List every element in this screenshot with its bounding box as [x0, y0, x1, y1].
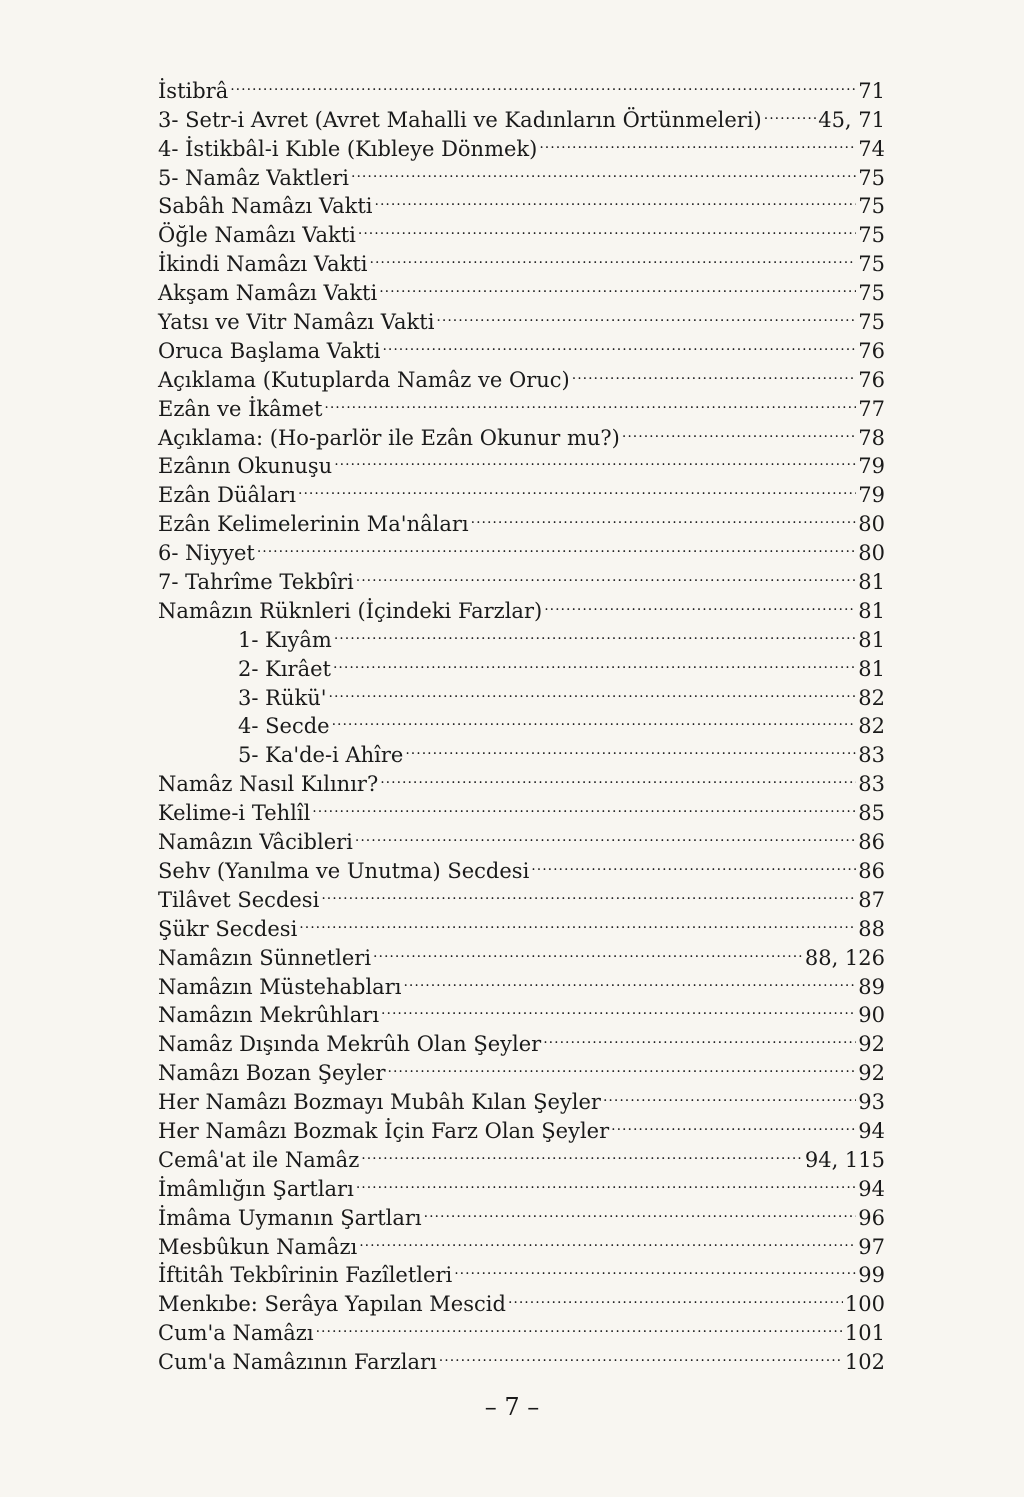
toc-entry-page: 80 [858, 512, 885, 537]
dot-leader [351, 156, 856, 185]
toc-entry[interactable] [158, 69, 885, 103]
dot-leader [356, 1167, 856, 1196]
dot-leader [531, 849, 856, 878]
toc-entry-title: 5- Namâz Vaktleri [158, 165, 350, 190]
toc-entry-title: İmâma Uymanın Şartları [158, 1205, 422, 1230]
toc-entry-page: 100 [844, 1292, 885, 1317]
toc-entry-title: Namâzın Vâcibleri [158, 830, 353, 855]
dot-leader [471, 502, 857, 531]
dot-leader [230, 69, 856, 98]
toc-entry-title: Namâzın Rüknleri (İçindeki Farzlar) [158, 598, 543, 623]
toc-entry-page: 76 [858, 367, 885, 392]
dot-leader [405, 733, 856, 762]
toc-entry-page: 82 [858, 685, 885, 710]
toc-entry-page: 76 [858, 338, 885, 363]
toc-entry-title: 4- İstikbâl-i Kıble (Kıbleye Dönmek) [158, 136, 538, 161]
toc-entry-title: İstibrâ [158, 78, 229, 103]
toc-entry-page: 92 [858, 1061, 885, 1086]
toc-entry-page: 79 [858, 454, 885, 479]
toc-entry-page: 71 [858, 78, 885, 103]
toc-entry-page: 99 [858, 1263, 885, 1288]
toc-entry-title: Ezân Düâları [158, 483, 296, 508]
toc-entry-title: Namâzı Bozan Şeyler [158, 1061, 386, 1086]
toc-entry-title: Ezânın Okunuşu [158, 454, 333, 479]
toc-entry-page: 94, 115 [804, 1147, 885, 1172]
dot-leader [764, 98, 816, 127]
toc-entry-title: Tilâvet Secdesi [158, 887, 320, 912]
toc-entry-title: İftitâh Tekbîrinin Fazîletleri [158, 1263, 453, 1288]
toc-entry-page: 86 [858, 858, 885, 883]
toc-entry-page: 81 [858, 656, 885, 681]
dot-leader [324, 387, 856, 416]
dot-leader [508, 1282, 843, 1311]
toc-entry-title: Öğle Namâzı Vakti [158, 223, 356, 248]
toc-entry-page: 75 [858, 194, 885, 219]
dot-leader [381, 994, 856, 1023]
toc-entry[interactable] [158, 560, 885, 595]
dot-leader [454, 1254, 856, 1283]
dot-leader [544, 589, 856, 618]
dot-leader [424, 1196, 857, 1225]
toc-entry-title: 1- Kıyâm [238, 627, 332, 652]
toc-entry-title: Açıklama: (Ho-parlör ile Ezân Okunur mu?) [158, 425, 620, 450]
toc-entry-page: 87 [858, 887, 885, 912]
dot-leader [332, 705, 857, 734]
dot-leader [356, 560, 856, 589]
dot-leader [436, 300, 856, 329]
toc-entry-title: Şükr Secdesi [158, 916, 298, 941]
toc-entry-page: 88 [858, 916, 885, 941]
toc-entry-page: 78 [858, 425, 885, 450]
toc-entry-page: 96 [858, 1205, 885, 1230]
dot-leader [359, 1225, 856, 1254]
dot-leader [379, 271, 856, 300]
toc-entry-page: 82 [858, 714, 885, 739]
toc-entry-page: 75 [858, 223, 885, 248]
toc-entry-title: Oruca Başlama Vakti [158, 338, 381, 363]
toc-entry-title: Sabâh Namâzı Vakti [158, 194, 373, 219]
dot-leader [334, 445, 856, 474]
toc-entry-title: Namâz Nasıl Kılınır? [158, 772, 379, 797]
page-number: – 7 – [484, 1393, 540, 1421]
dot-leader [543, 1022, 856, 1051]
toc-entry-page: 88, 126 [804, 945, 885, 970]
toc-entry-title: Namâzın Sünnetleri [158, 945, 372, 970]
dot-leader [358, 213, 856, 242]
toc-entry-page: 101 [844, 1321, 885, 1346]
toc-entry-title: Yatsı ve Vitr Namâzı Vakti [158, 310, 435, 335]
toc-entry-page: 75 [858, 281, 885, 306]
toc-entry-title: 7- Tahrîme Tekbîri [158, 570, 354, 595]
dot-leader [373, 936, 803, 965]
dot-leader [370, 242, 857, 271]
toc-entry-page: 97 [858, 1234, 885, 1259]
toc-entry-page: 89 [858, 974, 885, 999]
toc-entry-page: 74 [858, 136, 885, 161]
dot-leader [375, 185, 857, 214]
dot-leader [539, 127, 856, 156]
dot-leader [298, 473, 856, 502]
toc-entry-page: 81 [858, 627, 885, 652]
toc-entry-page: 86 [858, 830, 885, 855]
toc-entry-title: Cum'a Namâzının Farzları [158, 1350, 437, 1375]
toc-entry-title: 4- Secde [238, 714, 330, 739]
toc-entry-title: Cemâ'at ile Namâz [158, 1147, 360, 1172]
toc-entry-title: Açıklama (Kutuplarda Namâz ve Oruc) [158, 367, 570, 392]
dot-leader [329, 676, 857, 705]
toc-entry-title: Namâzın Mekrûhları [158, 1003, 380, 1028]
toc-entry-page: 75 [858, 252, 885, 277]
dot-leader [380, 762, 856, 791]
toc-entry-page: 81 [858, 570, 885, 595]
toc-entry-title: İmâmlığın Şartları [158, 1176, 354, 1201]
toc-entry-page: 102 [844, 1350, 885, 1375]
toc-entry-title: Akşam Namâzı Vakti [158, 281, 378, 306]
toc-entry-title: Her Namâzı Bozmak İçin Farz Olan Şeyler [158, 1118, 610, 1143]
toc-entry-page: 77 [858, 396, 885, 421]
toc-entry-title: Ezân Kelimelerinin Ma'nâları [158, 512, 469, 537]
toc-entry-title: Cum'a Namâzı [158, 1321, 314, 1346]
toc-entry-page: 81 [858, 598, 885, 623]
toc-entry-title: Kelime-i Tehlîl [158, 801, 311, 826]
dot-leader [572, 358, 857, 387]
dot-leader [312, 791, 856, 820]
toc-entry-title: Sehv (Yanılma ve Unutma) Secdesi [158, 858, 530, 883]
toc-entry-page: 90 [858, 1003, 885, 1028]
toc-entry-page: 94 [858, 1176, 885, 1201]
dot-leader [361, 1138, 803, 1167]
dot-leader [439, 1340, 843, 1369]
toc-entry-title: Her Namâzı Bozmayı Mubâh Kılan Şeyler [158, 1090, 601, 1115]
toc-entry-title: 2- Kırâet [238, 656, 331, 681]
toc-entry-page: 94 [858, 1118, 885, 1143]
dot-leader [334, 618, 856, 647]
toc-entry[interactable] [158, 531, 885, 566]
dot-leader [321, 878, 856, 907]
toc-entry-title: Mesbûkun Namâzı [158, 1234, 358, 1259]
dot-leader [403, 965, 856, 994]
toc-entry-page: 80 [858, 541, 885, 566]
toc-entry-page: 45, 71 [818, 107, 885, 132]
dot-leader [257, 531, 856, 560]
dot-leader [622, 416, 856, 445]
toc-entry-page: 92 [858, 1032, 885, 1057]
toc-entry-page: 75 [858, 310, 885, 335]
dot-leader [333, 647, 856, 676]
toc-entry-title: 6- Niyyet [158, 541, 255, 566]
toc-entry-page: 85 [858, 801, 885, 826]
toc-entry-title: İkindi Namâzı Vakti [158, 252, 368, 277]
toc-entry-page: 75 [858, 165, 885, 190]
toc-entry-title: Ezân ve İkâmet [158, 396, 323, 421]
toc-entry-title: Namâzın Müstehabları [158, 974, 402, 999]
dot-leader [603, 1080, 856, 1109]
toc-entry-title: Namâz Dışında Mekrûh Olan Şeyler [158, 1032, 542, 1057]
table-of-contents [158, 69, 885, 1375]
dot-leader [382, 329, 856, 358]
toc-entry-title: 3- Rükü' [238, 685, 327, 710]
dot-leader [299, 907, 856, 936]
toc-entry-title: 3- Setr-i Avret (Avret Mahalli ve Kadınların Örtünmeleri) [158, 107, 762, 132]
toc-entry-page: 83 [858, 743, 885, 768]
toc-entry-title: 5- Ka'de-i Ahîre [238, 743, 404, 768]
toc-entry-page: 93 [858, 1090, 885, 1115]
dot-leader [388, 1051, 857, 1080]
toc-entry-page: 79 [858, 483, 885, 508]
dot-leader [355, 820, 856, 849]
dot-leader [611, 1109, 856, 1138]
toc-entry-page: 83 [858, 772, 885, 797]
dot-leader [316, 1311, 843, 1340]
toc-entry-title: Menkıbe: Serâya Yapılan Mescid [158, 1292, 506, 1317]
toc-entry[interactable] [158, 98, 885, 132]
